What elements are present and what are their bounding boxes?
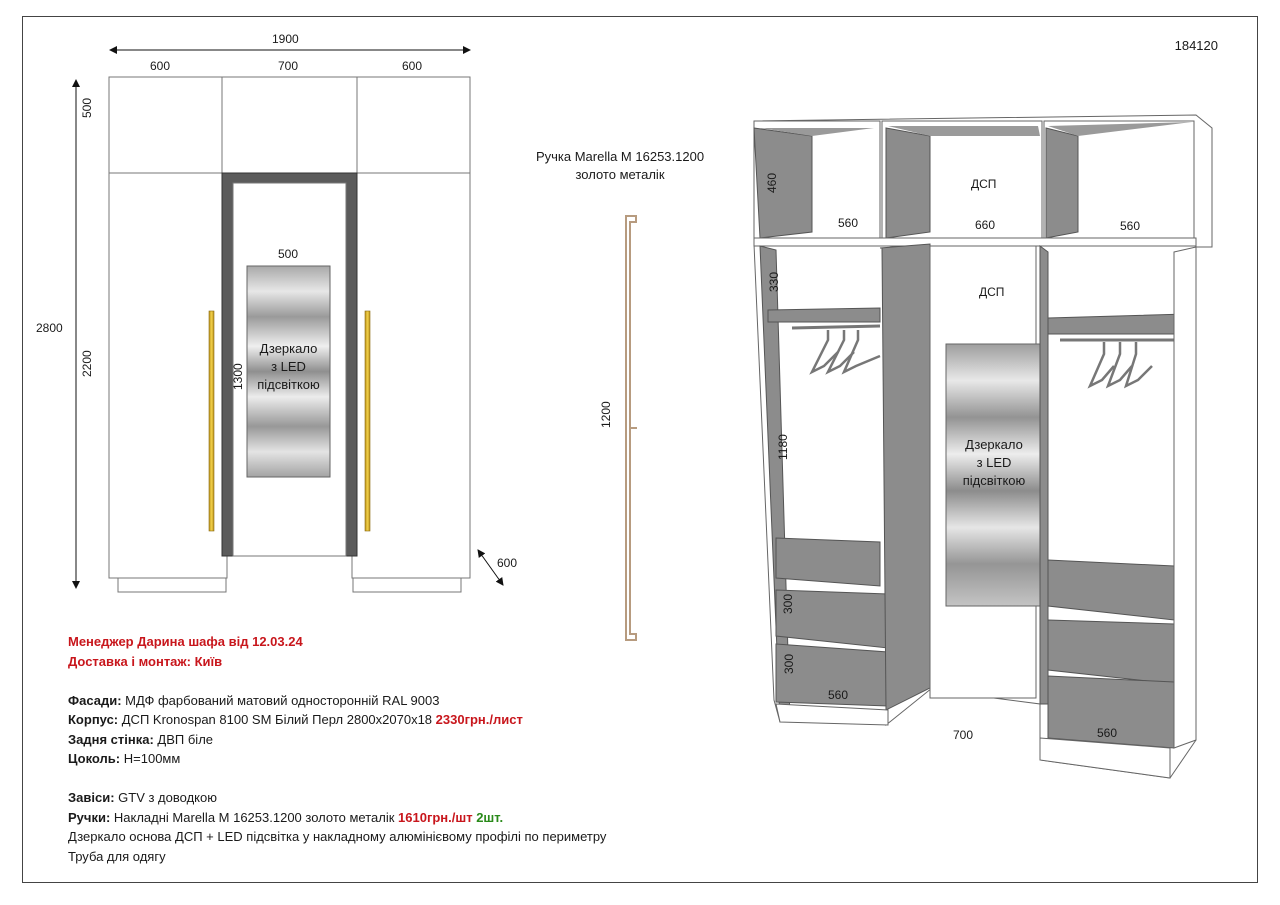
section-width-right: 600 xyxy=(402,59,423,73)
handle-title: Ручка Marella M 16253.1200 золото металік xyxy=(535,149,705,182)
iso-height-300-lower: 300 xyxy=(782,653,796,674)
mirror-width-label: 500 xyxy=(278,247,299,261)
iso-bottom-width-right: 560 xyxy=(1097,726,1118,740)
front-mirror-label: Дзеркало з LED підсвіткою xyxy=(257,341,320,392)
facades-line: Фасади: МДФ фарбований матовий односторонній RAL 9003 xyxy=(68,692,440,708)
iso-material-top: ДСП xyxy=(971,177,997,191)
iso-mirror-label: Дзеркало з LED підсвіткою xyxy=(962,437,1026,488)
depth-label: 600 xyxy=(497,556,518,570)
iso-material-middle: ДСП xyxy=(979,285,1005,299)
handles-line: Ручки: Накладні Marella M 16253.1200 золото металік 1610грн./шт 2шт. xyxy=(68,809,504,825)
iso-top-width-middle: 660 xyxy=(975,218,996,232)
total-height-label: 2800 xyxy=(36,321,63,335)
back-panel-line: Задня стінка: ДВП біле xyxy=(68,731,214,747)
section-width-middle: 700 xyxy=(278,59,299,73)
hinges-line: Завіси: GTV з доводкою xyxy=(68,790,217,805)
overall-width-label: 1900 xyxy=(272,32,299,46)
rail-note: Труба для одягу xyxy=(68,848,166,864)
body-line: Корпус: ДСП Kronospan 8100 SM Білий Перл 2800х2070х18 2330грн./лист xyxy=(68,712,523,727)
mirror-note: Дзеркало основа ДСП + LED підсвітка у накладному алюмінієвому профілі по периметру xyxy=(68,829,607,844)
section-width-left: 600 xyxy=(150,59,171,73)
iso-top-width-left: 560 xyxy=(838,216,859,230)
plinth-line: Цоколь: Н=100мм xyxy=(68,751,181,766)
lower-height-label: 2200 xyxy=(80,350,94,377)
spec-notes xyxy=(68,632,606,866)
iso-bottom-width-left: 560 xyxy=(828,688,849,702)
iso-height-330: 330 xyxy=(767,271,781,292)
iso-height-1180: 1180 xyxy=(776,434,790,460)
drawing-code: 184120 xyxy=(1174,38,1218,53)
handle-length-label: 1200 xyxy=(599,401,613,428)
iso-bottom-width-middle: 700 xyxy=(953,728,974,742)
manager-note: Менеджер Дарина шафа від 12.03.24 xyxy=(68,634,303,649)
iso-top-width-right: 560 xyxy=(1120,219,1141,233)
iso-height-300-upper: 300 xyxy=(781,593,795,614)
mirror-height-label: 1300 xyxy=(231,363,245,390)
delivery-note: Доставка і монтаж: Київ xyxy=(68,653,223,669)
top-height-label: 500 xyxy=(80,97,94,118)
iso-top-height: 460 xyxy=(765,172,779,193)
